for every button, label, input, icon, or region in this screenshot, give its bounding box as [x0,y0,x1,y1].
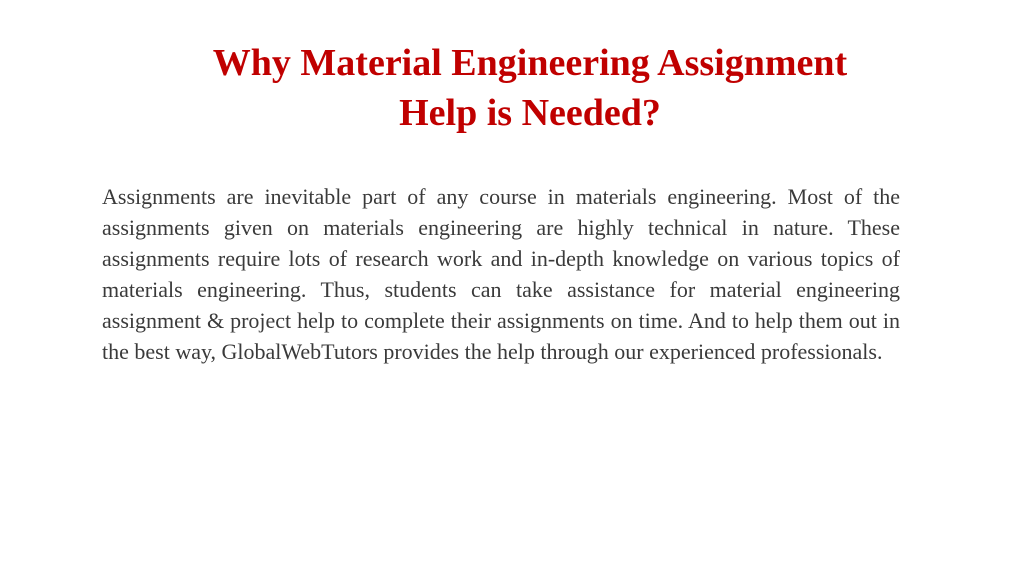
slide-title [100,38,960,138]
body-paragraph: Assignments are inevitable part of any course in materials engineering. Most of the assignments given on materials engineering are highly technical in nature. These assignments require lots of research work and in-depth knowledge on various topics of materials engineering. Thus, students can take assistance for material engineering assignment & project help to complete their assignments on time. And to help them out in the best way, GlobalWebTutors provides the help through our experienced professionals. [102,184,900,364]
title-line-1: Why Material Engineering Assignment [212,42,848,84]
title-line-2: Help is Needed? [399,92,661,134]
